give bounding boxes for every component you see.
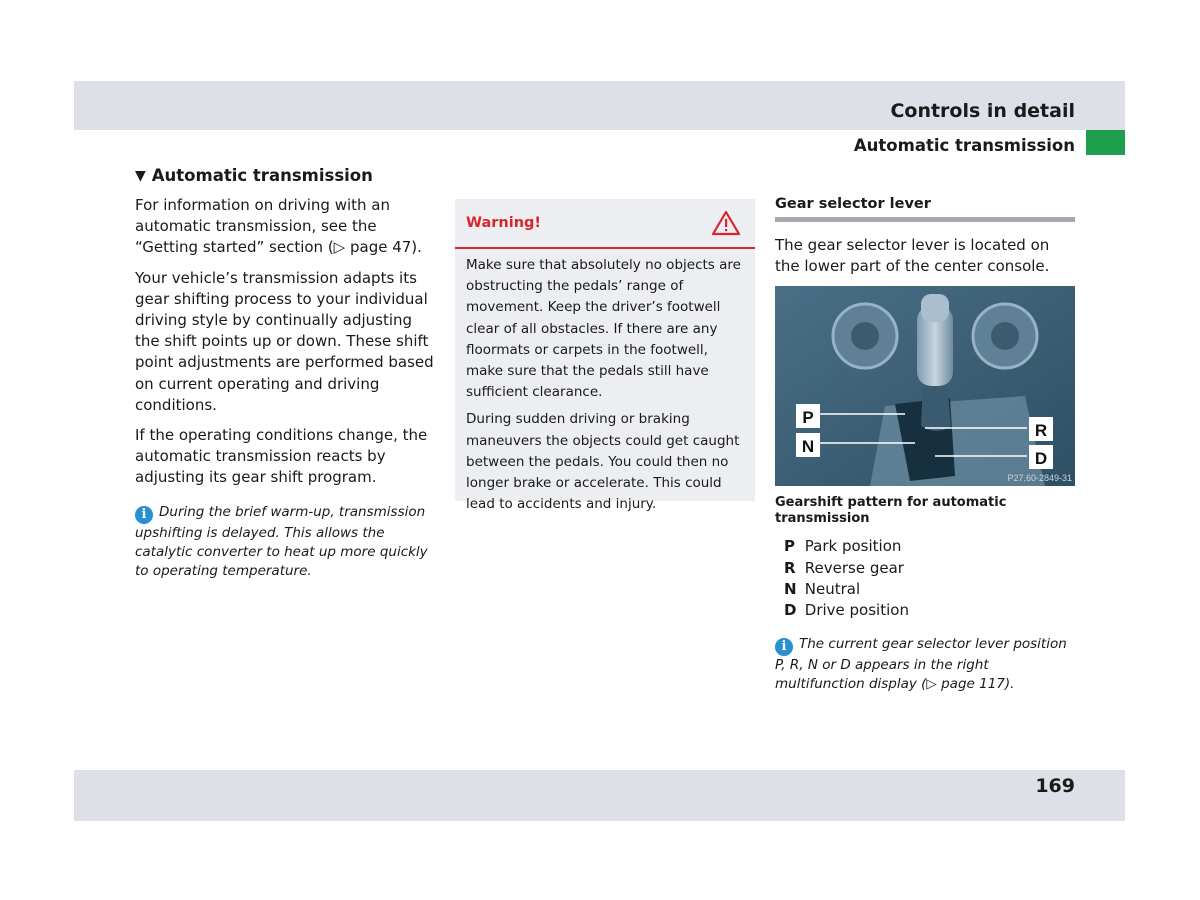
left-column bbox=[135, 166, 440, 581]
info-icon: i bbox=[135, 506, 153, 524]
triangle-down-icon: ▼ bbox=[135, 167, 146, 184]
chapter-tab-marker bbox=[1086, 130, 1125, 155]
warning-body bbox=[455, 249, 755, 515]
warning-header bbox=[455, 199, 755, 249]
gear-desc: Drive position bbox=[804, 601, 909, 620]
list-item bbox=[784, 558, 1075, 579]
info-note bbox=[775, 635, 1075, 694]
image-code: P27.60-2849-31 bbox=[1007, 473, 1072, 484]
gear-list bbox=[775, 536, 1075, 621]
gear-label-r: R bbox=[1034, 421, 1048, 441]
chapter-title: Controls in detail bbox=[890, 100, 1075, 122]
info-note bbox=[135, 503, 440, 581]
warning-paragraph: Make sure that absolutely no objects are obstructing the pedals’ range of movement. Keep the driver’s footwell clear of all obstacles. If there are any floormats or carpets in the footwell, make sure that the pedals still have sufficient clearance. bbox=[466, 257, 741, 401]
info-note-text: During the brief warm-up, transmission upshifting is delayed. This allows the catalytic converter to heat up more quickly to operating temperature. bbox=[135, 503, 428, 579]
image-caption: Gearshift pattern for automatic transmission bbox=[775, 495, 1007, 527]
info-note-text: The current gear selector lever position P, R, N or D appears in the right multifunction display (▷ page 117). bbox=[775, 636, 1067, 693]
section-heading bbox=[135, 166, 440, 185]
warning-title: Warning! bbox=[466, 215, 542, 231]
warning-paragraph: During sudden driving or braking maneuvers the objects could get caught between the pedals. You could then no longer brake or accelerate. This could lead to accidents and injury. bbox=[466, 411, 740, 513]
section-title: Automatic transmission bbox=[853, 136, 1075, 155]
gear-desc: Park position bbox=[804, 537, 902, 556]
gear-desc: Neutral bbox=[804, 579, 861, 598]
paragraph: The gear selector lever is located on the lower part of the center console. bbox=[775, 236, 1050, 276]
right-column bbox=[775, 196, 1075, 694]
page-number: 169 bbox=[1035, 775, 1075, 797]
list-item bbox=[784, 600, 1075, 621]
paragraph: For information on driving with an automatic transmission, see the “Getting started” section (▷ page 47). bbox=[135, 196, 422, 257]
info-icon: i bbox=[775, 638, 793, 656]
gear-key: P bbox=[784, 537, 795, 556]
warning-column bbox=[455, 199, 755, 513]
gear-label-p: P bbox=[802, 408, 814, 428]
warning-box bbox=[455, 199, 755, 513]
list-item bbox=[784, 579, 1075, 600]
list-item bbox=[784, 536, 1075, 557]
gear-key: R bbox=[784, 558, 796, 577]
gear-label-n: N bbox=[801, 437, 815, 457]
gear-selector-photo bbox=[775, 286, 1075, 486]
gear-key: D bbox=[784, 601, 797, 620]
subheading: Gear selector lever bbox=[775, 196, 1075, 222]
gear-key: N bbox=[784, 579, 797, 598]
gear-label-d: D bbox=[1034, 449, 1048, 469]
section-heading-text: Automatic transmission bbox=[151, 166, 373, 185]
paragraph: Your vehicle’s transmission adapts its gear shifting process to your individual driving style by continually adjusting the shift points up or down. These shift point adjustments are performed based on current operating and driving conditions. bbox=[135, 268, 434, 414]
paragraph: If the operating conditions change, the automatic transmission reacts by adjusting its gear shift program. bbox=[135, 426, 428, 487]
gear-desc: Reverse gear bbox=[804, 558, 904, 577]
warning-triangle-icon bbox=[711, 210, 741, 236]
footer-band bbox=[74, 770, 1125, 821]
